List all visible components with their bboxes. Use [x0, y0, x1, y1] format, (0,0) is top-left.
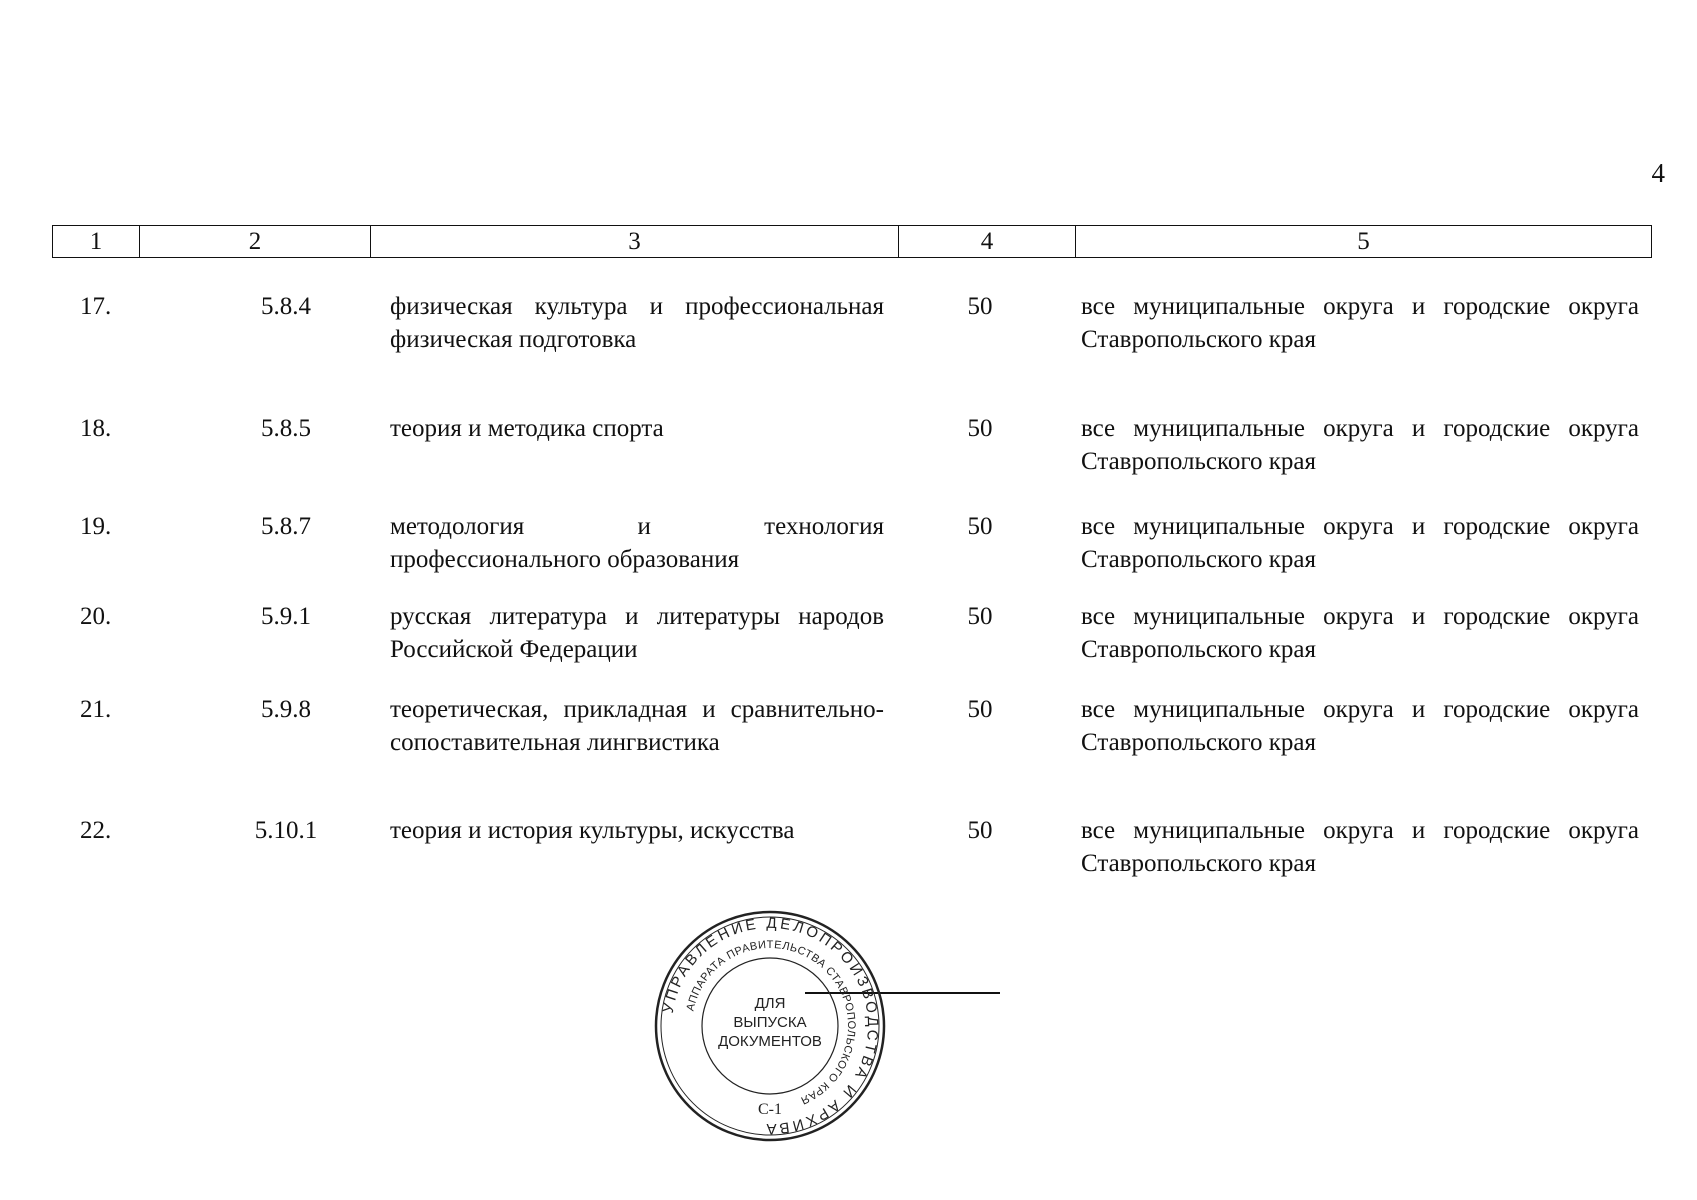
stamp-code: С-1 [758, 1101, 782, 1118]
table-header [52, 225, 1652, 258]
header-cell-3: 3 [371, 226, 899, 258]
stamp-center-line-3: ДОКУМЕНТОВ [718, 1033, 822, 1050]
row-name: физическая культура и профессиональная физическая подготовка [390, 293, 884, 353]
row-number: 22. [80, 817, 112, 844]
row-count: 50 [967, 603, 993, 630]
row-code: 5.9.8 [261, 696, 311, 723]
row-code: 5.10.1 [254, 817, 318, 844]
row-name: методология и технология профессионального образования [390, 513, 884, 573]
row-number: 19. [80, 513, 112, 540]
row-number: 20. [80, 603, 112, 630]
row-name: русская литература и литературы народов Российской Федерации [390, 603, 884, 663]
row-code: 5.8.4 [261, 293, 311, 320]
official-stamp [652, 908, 888, 1144]
row-number: 18. [80, 415, 112, 442]
row-area: все муниципальные округа и городские округа Ставропольского края [1081, 603, 1639, 663]
row-area: все муниципальные округа и городские округа Ставропольского края [1081, 817, 1639, 877]
row-number: 17. [80, 293, 112, 320]
header-cell-1: 1 [53, 226, 140, 258]
row-area: все муниципальные округа и городские округа Ставропольского края [1081, 696, 1639, 756]
row-name: теория и история культуры, искусства [390, 817, 795, 844]
row-area: все муниципальные округа и городские округа Ставропольского края [1081, 293, 1639, 353]
row-count: 50 [967, 513, 993, 540]
stamp-center-line-1: ДЛЯ [754, 995, 786, 1012]
row-area: все муниципальные округа и городские округа Ставропольского края [1081, 415, 1639, 475]
row-name: теоретическая, прикладная и сравнительно-сопоставительная лингвистика [390, 696, 884, 756]
stamp-inner-text: АППАРАТА ПРАВИТЕЛЬСТВА СТАВРОПОЛЬСКОГО КРАЯ [684, 938, 858, 1107]
row-area: все муниципальные округа и городские округа Ставропольского края [1081, 513, 1639, 573]
header-cell-5: 5 [1076, 226, 1652, 258]
row-code: 5.8.5 [261, 415, 311, 442]
row-code: 5.8.7 [261, 513, 311, 540]
row-count: 50 [967, 415, 993, 442]
row-code: 5.9.1 [261, 603, 311, 630]
stamp-center-line-2: ВЫПУСКА [733, 1014, 807, 1031]
row-name: теория и методика спорта [390, 415, 664, 442]
row-number: 21. [80, 696, 112, 723]
header-cell-4: 4 [899, 226, 1076, 258]
row-count: 50 [967, 817, 993, 844]
stamp-outer-text: УПРАВЛЕНИЕ ДЕЛОПРОИЗВОДСТВА И АРХИВА [659, 914, 882, 1138]
header-cell-2: 2 [140, 226, 371, 258]
row-count: 50 [967, 293, 993, 320]
page-number: 4 [1651, 158, 1665, 188]
row-count: 50 [967, 696, 993, 723]
